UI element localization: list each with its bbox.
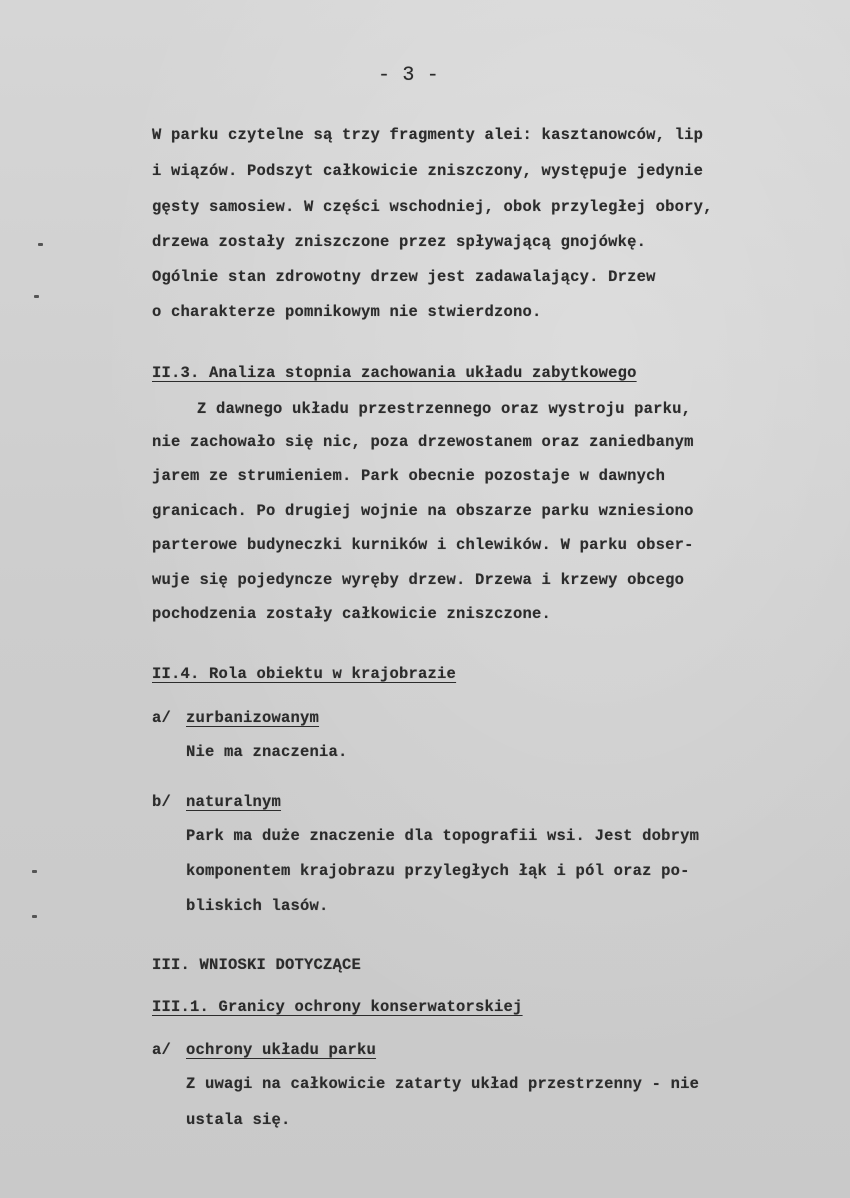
item-text: komponentem krajobrazu przyległych łąk i pól oraz po- xyxy=(186,862,690,880)
paragraph-line: jarem ze strumieniem. Park obecnie pozostaje w dawnych xyxy=(152,467,666,485)
item-text: Z uwagi na całkowicie zatarty układ przestrzenny - nie xyxy=(186,1075,700,1093)
page-number: - 3 - xyxy=(378,64,440,87)
section-subheading: III.1. Granicy ochrony konserwatorskiej xyxy=(152,998,523,1016)
item-prefix: a/ xyxy=(152,709,172,727)
paragraph-line: gęsty samosiew. W części wschodniej, obok przyległej obory, xyxy=(152,198,713,216)
item-label: ochrony układu parku xyxy=(186,1041,377,1059)
paragraph-line: W parku czytelne są trzy fragmenty alei: kasztanowców, lip xyxy=(152,126,704,144)
item-text: Nie ma znaczenia. xyxy=(186,743,348,761)
section-heading: II.3. Analiza stopnia zachowania układu zabytkowego xyxy=(152,364,637,382)
paragraph-line: drzewa zostały zniszczone przez spływającą gnojówkę. xyxy=(152,233,647,251)
item-label: naturalnym xyxy=(186,793,282,811)
paragraph-line: parterowe budyneczki kurników i chlewików. W parku obser- xyxy=(152,536,694,554)
margin-mark xyxy=(38,243,43,246)
item-prefix: a/ xyxy=(152,1041,172,1059)
paragraph-line: wuje się pojedyncze wyręby drzew. Drzewa i krzewy obcego xyxy=(152,571,685,589)
paragraph-line: pochodzenia zostały całkowicie zniszczone. xyxy=(152,605,552,623)
section-heading: II.4. Rola obiektu w krajobrazie xyxy=(152,665,457,683)
paragraph-line: Z dawnego układu przestrzennego oraz wystroju parku, xyxy=(197,400,692,418)
margin-mark xyxy=(32,870,37,873)
item-text: bliskich lasów. xyxy=(186,897,329,915)
paragraph-line: granicach. Po drugiej wojnie na obszarze parku wzniesiono xyxy=(152,502,694,520)
item-prefix: b/ xyxy=(152,793,172,811)
margin-mark xyxy=(34,295,39,298)
item-text: ustala się. xyxy=(186,1111,291,1129)
item-text: Park ma duże znaczenie dla topografii wsi. Jest dobrym xyxy=(186,827,700,845)
paragraph-line: o charakterze pomnikowym nie stwierdzono. xyxy=(152,303,542,321)
margin-mark xyxy=(32,915,37,918)
paragraph-line: nie zachowało się nic, poza drzewostanem oraz zaniedbanym xyxy=(152,433,694,451)
paragraph-line: Ogólnie stan zdrowotny drzew jest zadawalający. Drzew xyxy=(152,268,656,286)
section-heading: III. WNIOSKI DOTYCZĄCE xyxy=(152,956,362,974)
item-label: zurbanizowanym xyxy=(186,709,320,727)
paragraph-line: i wiązów. Podszyt całkowicie zniszczony, występuje jedynie xyxy=(152,162,704,180)
